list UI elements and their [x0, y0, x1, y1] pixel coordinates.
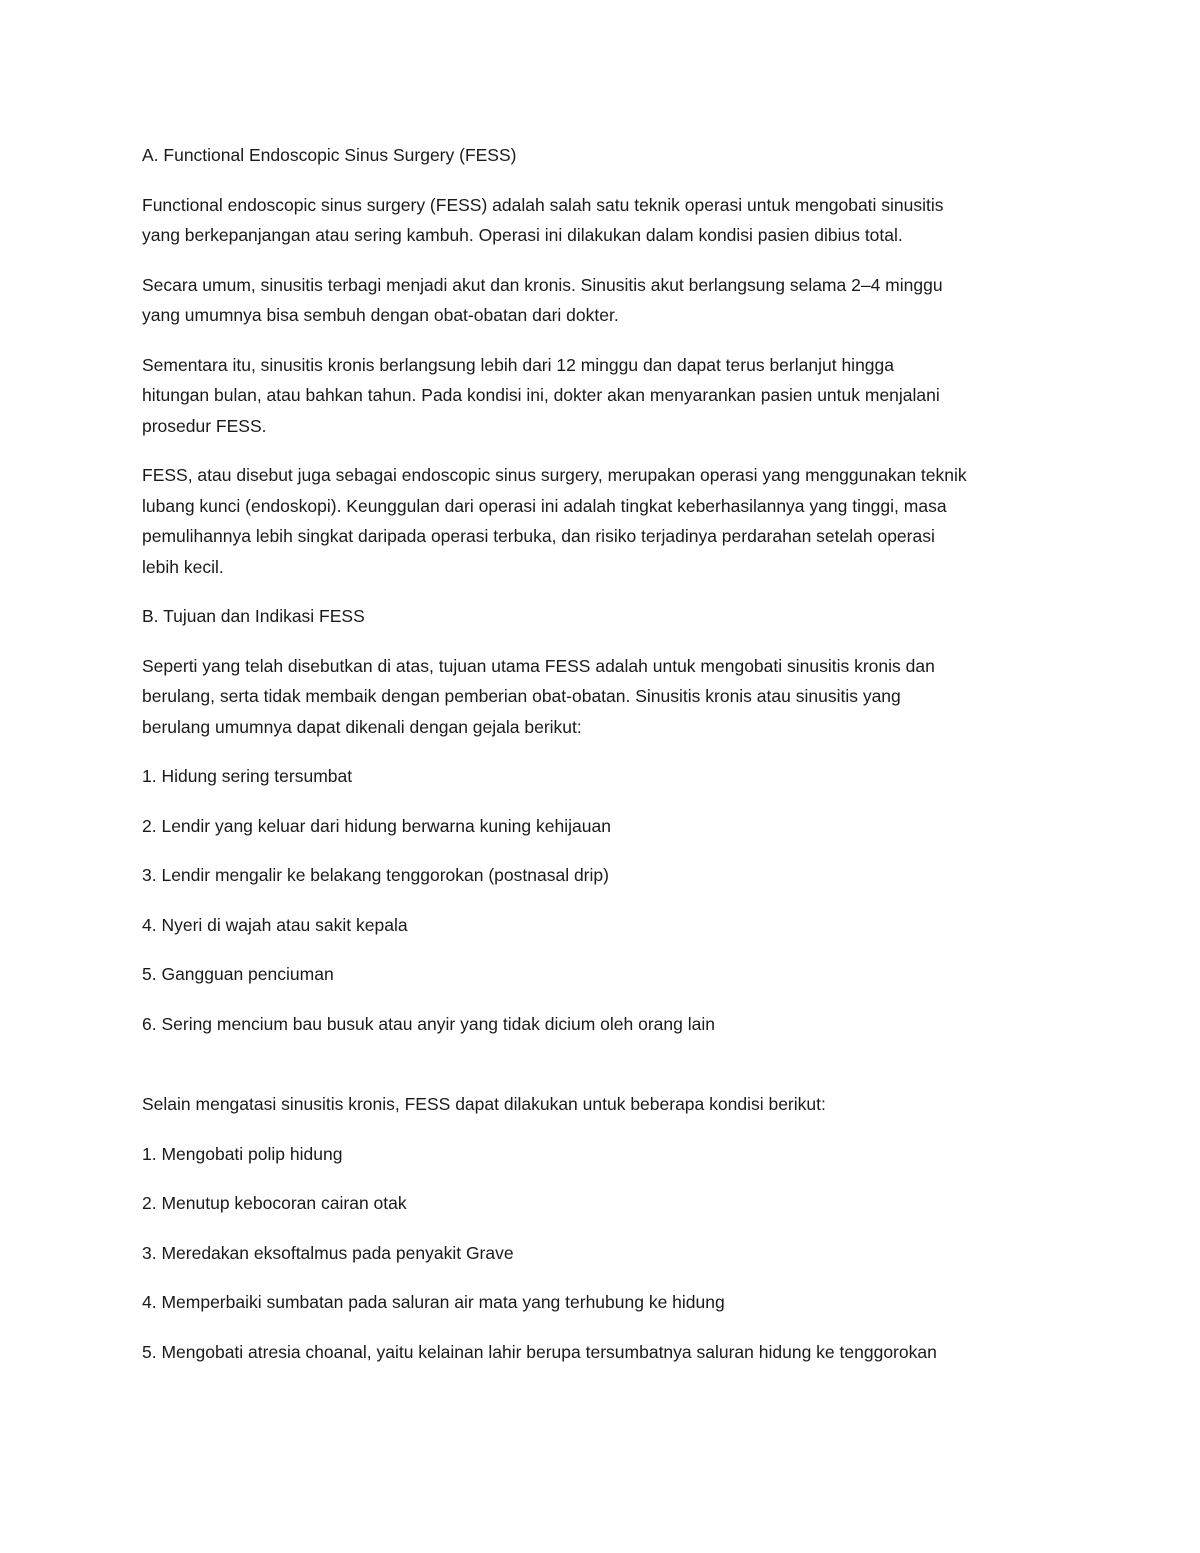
text-line: yang umumnya bisa sembuh dengan obat-obatan dari dokter.	[142, 305, 619, 325]
text-line: hitungan bulan, atau bahkan tahun. Pada kondisi ini, dokter akan menyarankan pasien untuk menjalani	[142, 385, 940, 405]
section-a-heading: A. Functional Endoscopic Sinus Surgery (FESS)	[142, 145, 517, 165]
condition-list-item: 4. Memperbaiki sumbatan pada saluran air mata yang terhubung ke hidung	[142, 1292, 725, 1312]
condition-list-item: 1. Mengobati polip hidung	[142, 1143, 343, 1164]
paragraph-fess-advantages	[142, 460, 1072, 582]
text-line: berulang, serta tidak membaik dengan pemberian obat-obatan. Sinusitis kronis atau sinusitis yang	[142, 686, 901, 706]
text-line: Functional endoscopic sinus surgery (FESS) adalah salah satu teknik operasi untuk mengobati sinusitis	[142, 194, 944, 215]
condition-list-item: 5. Mengobati atresia choanal, yaitu kelainan lahir berupa tersumbatnya saluran hidung ke tenggorokan	[142, 1341, 937, 1362]
symptom-list-item: 4. Nyeri di wajah atau sakit kepala	[142, 914, 408, 935]
paragraph-sinusitis-types	[142, 270, 1072, 331]
paragraph-fess-definition	[142, 190, 1072, 251]
text-line: Sementara itu, sinusitis kronis berlangsung lebih dari 12 minggu dan dapat terus berlanjut hingga	[142, 354, 894, 375]
text-line: FESS, atau disebut juga sebagai endoscopic sinus surgery, merupakan operasi yang menggunakan teknik	[142, 465, 967, 485]
text-line: pemulihannya lebih singkat daripada operasi terbuka, dan risiko terjadinya perdarahan setelah operasi	[142, 526, 935, 546]
section-b-heading: B. Tujuan dan Indikasi FESS	[142, 606, 365, 626]
text-line: lebih kecil.	[142, 556, 224, 577]
text-line: lubang kunci (endoskopi). Keunggulan dari operasi ini adalah tingkat keberhasilannya yang tinggi, masa	[142, 495, 947, 516]
symptom-list-item: 2. Lendir yang keluar dari hidung berwarna kuning kehijauan	[142, 815, 611, 836]
symptom-list-item: 3. Lendir mengalir ke belakang tenggorokan (postnasal drip)	[142, 865, 609, 885]
paragraph-fess-goal	[142, 651, 1072, 743]
symptom-list-item: 5. Gangguan penciuman	[142, 964, 334, 984]
symptom-list-item: 6. Sering mencium bau busuk atau anyir yang tidak dicium oleh orang lain	[142, 1013, 715, 1034]
paragraph-other-indications: Selain mengatasi sinusitis kronis, FESS dapat dilakukan untuk beberapa kondisi berikut:	[142, 1094, 826, 1114]
text-line: Seperti yang telah disebutkan di atas, tujuan utama FESS adalah untuk mengobati sinusitis kronis dan	[142, 655, 935, 676]
text-line: berulang umumnya dapat dikenali dengan gejala berikut:	[142, 716, 582, 737]
paragraph-chronic-sinusitis	[142, 350, 1072, 442]
text-line: Secara umum, sinusitis terbagi menjadi akut dan kronis. Sinusitis akut berlangsung selama 2–4 minggu	[142, 274, 943, 295]
text-line: yang berkepanjangan atau sering kambuh. Operasi ini dilakukan dalam kondisi pasien dibius total.	[142, 225, 903, 245]
condition-list-item: 2. Menutup kebocoran cairan otak	[142, 1193, 407, 1213]
document-body	[142, 140, 1072, 1386]
text-line: prosedur FESS.	[142, 415, 267, 436]
condition-list-item: 3. Meredakan eksoftalmus pada penyakit Grave	[142, 1242, 514, 1263]
symptom-list-item: 1. Hidung sering tersumbat	[142, 766, 353, 786]
